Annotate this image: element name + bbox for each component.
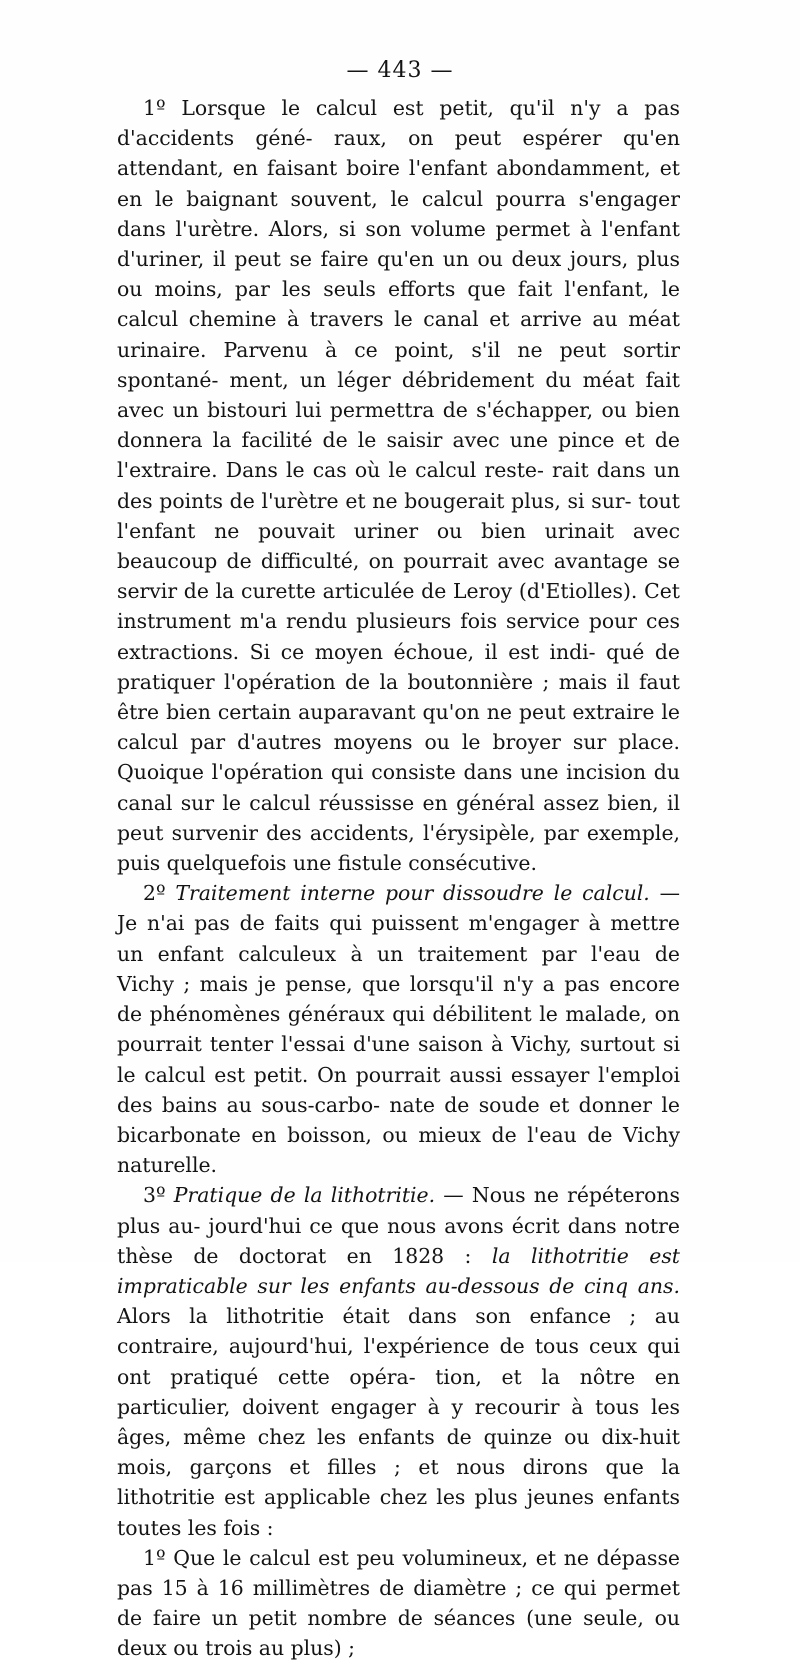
section-heading-traitement: Traitement interne pour dissoudre le calcul. — [175, 881, 650, 906]
section-heading-lithotritie: Pratique de la lithotritie. — [173, 1183, 436, 1208]
page-body — [117, 93, 680, 1664]
paragraph-text: — Nous ne répéterons plus au- jourd'hui ce que nous avons écrit dans notre thèse de doctorat en 1828 : — [117, 1183, 680, 1268]
paragraph-calcul-petit: 1º Lorsque le calcul est petit, qu'il n'y a pas d'accidents géné- raux, on peut espérer qu'en attendant, en faisant boire l'enfant abondamment, et en le baignant souvent, le calcul pourra s'engager dans l'urètre. Alors, si son volume permet à l'enfant d'uriner, il peut se faire qu'en un ou deux jours, plus ou moins, par les seuls efforts que fait l'enfant, le calcul chemine à travers le canal et arrive au méat urinaire. Parvenu à ce point, s'il ne peut sortir spontané- ment, un léger débridement du méat fait avec un bistouri lui permettra de s'échapper, ou bien donnera la facilité de le saisir avec une pince et de l'extraire. Dans le cas où le calcul reste- rait dans un des points de l'urètre et ne bougerait plus, si sur- tout l'enfant ne pouvait uriner ou bien urinait avec beaucoup de difficulté, on pourrait avec avantage se servir de la curette articulée de Leroy (d'Etiolles). Cet instrument m'a rendu plusieurs fois service pour ces extractions. Si ce moyen échoue, il est indi- qué de pratiquer l'opération de la boutonnière ; mais il faut être bien certain auparavant qu'on ne peut extraire le calcul par d'autres moyens ou le broyer sur place. Quoique l'opération qui consiste dans une incision du canal sur le calcul réussisse en général assez bien, il peut survenir des accidents, l'érysipèle, par exemple, puis quelquefois une fistule consécutive. — [117, 96, 680, 876]
paragraph-traitement-interne — [117, 878, 680, 1180]
paragraph-text: Alors la lithotritie était dans son enfance ; au contraire, aujourd'hui, l'expérience de tous ceux qui ont pratiqué cette opéra- tion, et la nôtre en particulier, doivent engager à y recourir à tous les âges, même chez les enfants de quinze ou dix-huit mois, garçons et filles ; et nous dirons que la lithotritie est applicable chez les plus jeunes enfants toutes les fois : — [117, 1304, 680, 1540]
paragraph-condition-1: 1º Que le calcul est peu volumineux, et ne dépasse pas 15 à 16 millimètres de diamètre ; ce qui permet de faire un petit nombre de séances (une seule, ou deux ou trois au plus) ; — [117, 1545, 680, 1661]
paragraph-number: 3º — [143, 1183, 174, 1208]
paragraph-lithotritie — [117, 1180, 680, 1542]
italic-quote: la lithotritie est impraticable sur les enfants au-dessous de cinq ans. — [117, 1243, 680, 1298]
paragraph-text: — Je n'ai pas de faits qui puissent m'engager à mettre un enfant calculeux à un traitement par l'eau de Vichy ; mais je pense, que lorsqu'il n'y a pas encore de phénomènes généraux qui débilitent le malade, on pourrait tenter l'essai d'une saison à Vichy, surtout si le calcul est petit. On pourrait aussi essayer l'emploi des bains au sous-carbo- nate de soude et donner le bicarbonate en boisson, ou mieux de l'eau de Vichy naturelle. — [117, 881, 681, 1178]
page-number: — 443 — — [346, 58, 454, 83]
paragraph-number: 2º — [143, 881, 176, 906]
